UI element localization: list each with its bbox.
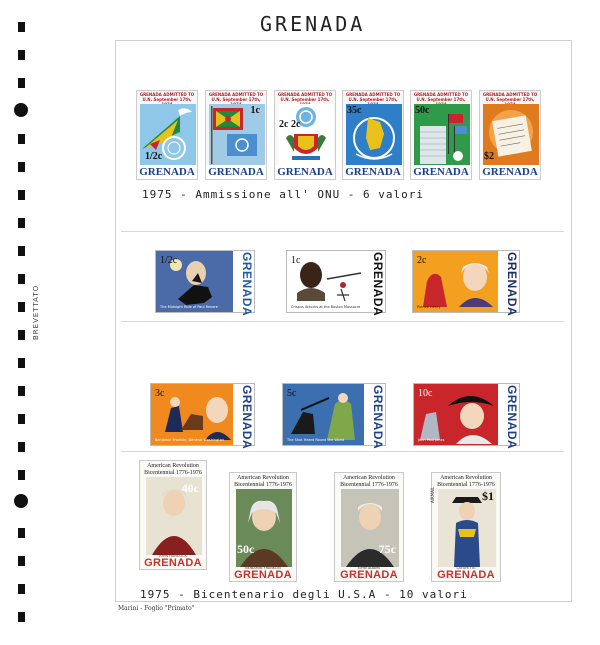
stamp-header: GRENADA ADMITTED TO U.N. September 17th, — [482, 92, 538, 102]
stamp-denomination: 2c 2c — [279, 119, 301, 130]
stamp-side-label — [498, 251, 519, 317]
stamp-denomination: 5c — [287, 388, 297, 399]
binder-hole — [18, 528, 25, 538]
stamp-header: GRENADA ADMITTED TO U.N. September 17th, — [208, 92, 264, 102]
binder-hole — [18, 50, 25, 60]
stamp-denomination: 1c — [250, 105, 260, 116]
stamp-country: GRENADA — [437, 569, 495, 581]
stamp-side-label — [498, 384, 519, 450]
binder-hole — [18, 218, 25, 228]
stamp-denomination: 35c — [347, 105, 362, 116]
bicentennial-stamp — [286, 250, 386, 317]
bicentennial-stamp — [413, 383, 520, 450]
binder-hole — [18, 330, 25, 340]
stamp-header: GRENADA ADMITTED TO U.N. September 17th, — [277, 92, 333, 102]
stamp-side-label — [233, 384, 254, 450]
portrait-stamp — [334, 472, 404, 582]
stamp-country: GRENADA — [240, 252, 254, 317]
stamp-caption: Benjamin Franklin, General Washington — [155, 438, 225, 442]
binder-hole — [18, 414, 25, 424]
stamp-denomination: $2 — [484, 151, 494, 162]
page-footer: Marini - Foglio "Primato" — [118, 605, 195, 612]
stamp-denomination: 50c — [237, 542, 255, 556]
stamp-header: GRENADA ADMITTED TO U.N. September 17th, — [345, 92, 401, 102]
stamp-side-label — [233, 251, 254, 317]
binder-hole — [18, 612, 25, 622]
stamp-country: GRENADA — [275, 165, 335, 179]
binder-hole — [18, 358, 25, 368]
row-divider — [121, 321, 564, 322]
binder-hole — [18, 442, 25, 452]
stamp-portrait-name: JOHN ADAMS — [357, 566, 381, 570]
stamp-country: GRENADA — [505, 385, 519, 450]
stamp-country: GRENADA — [505, 252, 519, 317]
un-stamp — [136, 90, 198, 180]
stamp-caption: Crispus Attucks at the Boston Massacre — [291, 305, 361, 309]
binder-hole — [18, 246, 25, 256]
stamp-side-label — [364, 384, 385, 450]
un-stamp — [205, 90, 267, 180]
stamp-country: GRENADA — [371, 252, 385, 317]
stamp-denomination: 40c — [181, 481, 199, 495]
set-note: 1975 - Ammissione all' ONU - 6 valori — [142, 188, 425, 201]
stamp-country: GRENADA — [206, 165, 266, 179]
binder-hole — [18, 78, 25, 88]
binder-hole — [18, 302, 25, 312]
stamp-country: GRENADA — [137, 165, 197, 179]
stamp-caption: John Paul Jones — [418, 438, 445, 442]
stamp-country: GRENADA — [234, 569, 292, 581]
stamp-header: GRENADA ADMITTED TO U.N. September 17th, — [413, 92, 469, 102]
portrait-stamp — [229, 472, 297, 582]
stamp-denomination: 2c — [417, 255, 427, 266]
arms-emblem-art — [278, 104, 332, 163]
stamp-header: American Revolution Bicentennial 1776-1976 — [234, 475, 292, 488]
un-stamp — [342, 90, 404, 180]
binder-hole — [18, 190, 25, 200]
stamp-denomination: 10c — [418, 388, 433, 399]
stamp-denomination: 50c — [415, 105, 430, 116]
stamp-denomination: 1/2c — [145, 151, 163, 162]
stamp-country: GRENADA — [240, 385, 254, 450]
portrait-stamp — [431, 472, 501, 582]
stamp-side-label — [364, 251, 385, 317]
stamp-caption: Patrick Henry — [417, 305, 441, 309]
stamp-denomination: 75c — [378, 542, 396, 556]
binder-ring — [14, 494, 28, 508]
binder-ring — [14, 103, 28, 117]
bicentennial-stamp — [150, 383, 255, 450]
binder-hole — [18, 470, 25, 480]
binder-hole — [18, 22, 25, 32]
stamp-header: GRENADA ADMITTED TO U.N. September 17th, — [139, 92, 195, 102]
stamp-header: American Revolution Bicentennial 1776-1976 — [144, 463, 202, 476]
row-divider — [121, 231, 564, 232]
binder-hole — [18, 556, 25, 566]
bicentennial-stamp — [282, 383, 386, 450]
stamp-country: GRENADA — [340, 569, 398, 581]
binder-hole — [18, 274, 25, 284]
stamp-portrait-name: BENJAMIN FRANKLIN — [245, 566, 281, 570]
stamp-denomination: 1c — [291, 255, 301, 266]
row-divider — [121, 451, 564, 452]
un-stamp — [410, 90, 472, 180]
stamp-header: American Revolution Bicentennial 1776-1976 — [437, 475, 495, 488]
binder-hole — [18, 134, 25, 144]
stamp-denomination: $1 — [482, 489, 494, 503]
set-note: 1975 - Bicentenario degli U.S.A - 10 valori — [140, 588, 468, 601]
stamp-portrait-name: LAFAYETTE — [456, 566, 476, 570]
stamp-country: GRENADA — [144, 557, 202, 569]
airmail-label: AIRMAIL — [430, 486, 435, 503]
binder-hole — [18, 386, 25, 396]
stamp-denomination: 3c — [155, 388, 165, 399]
stamp-denomination: 1/2c — [160, 255, 178, 266]
un-stamp — [479, 90, 541, 180]
stamp-country: GRENADA — [411, 165, 471, 179]
bicentennial-stamp — [412, 250, 520, 317]
stamp-country: GRENADA — [343, 165, 403, 179]
stamp-country: GRENADA — [371, 385, 385, 450]
stamp-portrait-name: JOHN HANCOCK — [159, 554, 187, 558]
stamp-header: American Revolution Bicentennial 1776-1976 — [340, 475, 398, 488]
stamp-caption: The Shot Heard Round the World — [287, 438, 345, 442]
binder-hole — [18, 584, 25, 594]
stamp-country: GRENADA — [480, 165, 540, 179]
portrait-stamp — [139, 460, 207, 570]
binder-strip — [0, 0, 110, 645]
brevettato-mark: BREVETTATO — [32, 284, 40, 340]
stamp-caption: The Midnight Ride of Paul Revere — [160, 305, 218, 309]
country-title: GRENADA — [260, 12, 366, 36]
un-stamp — [274, 90, 336, 180]
bicentennial-stamp — [155, 250, 255, 317]
binder-hole — [18, 162, 25, 172]
